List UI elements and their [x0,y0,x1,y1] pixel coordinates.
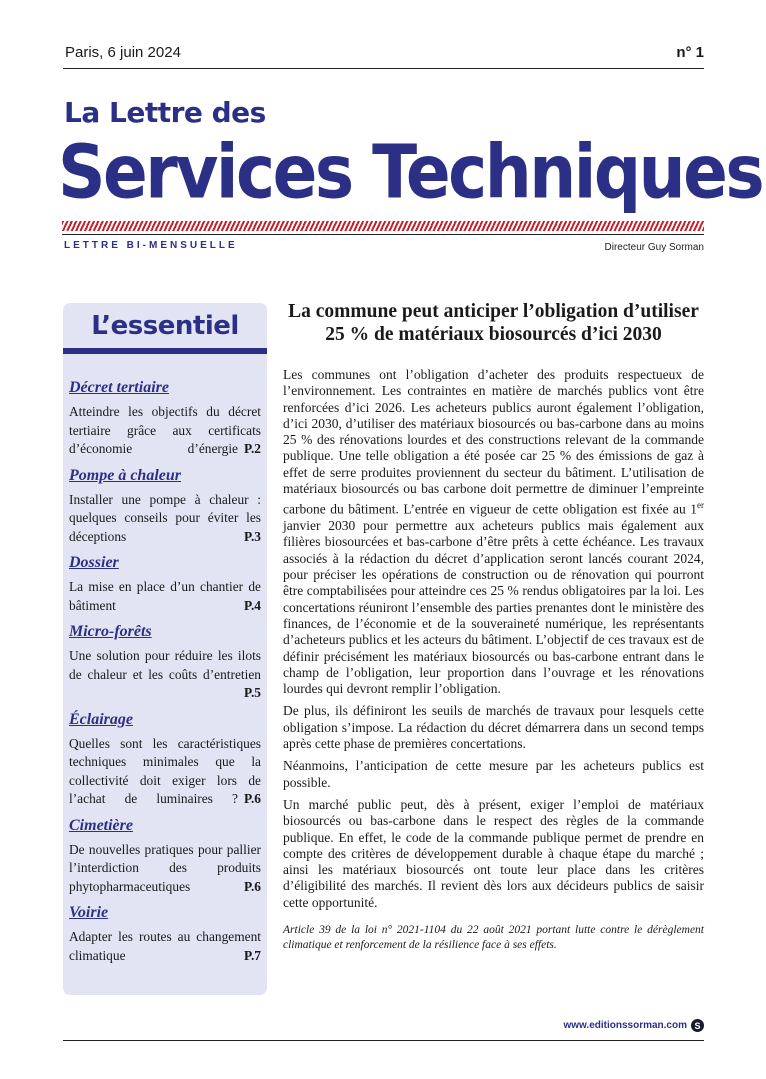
sidebar-item-text: Adapter les routes au changement climatique [69,929,261,963]
sidebar-item-summary [69,735,261,809]
sidebar-item-category[interactable]: Éclairage [69,710,133,728]
director-credit: Directeur Guy Sorman [604,242,704,253]
sidebar-item-summary [69,491,261,547]
newsletter-frequency: LETTRE BI-MENSUELLE [64,240,238,251]
sidebar-item[interactable] [69,817,261,897]
sidebar-item-category[interactable]: Dossier [69,554,119,571]
issue-number: n° 1 [676,44,704,61]
sidebar-item[interactable] [69,467,261,547]
sidebar-title-bar [63,348,267,354]
sidebar-item-page: P.6 [244,878,261,894]
bottom-rule [63,1040,704,1041]
sidebar-items [69,379,261,973]
issue-date: Paris, 6 juin 2024 [65,44,181,61]
sidebar-item[interactable] [69,554,261,615]
sorman-logo-icon: S [691,1019,704,1032]
sidebar-item-summary [69,403,261,459]
sidebar-item-category[interactable]: Voirie [69,904,109,921]
top-line [65,42,704,66]
sidebar-item-text: Atteindre les objectifs du décret tertiaire grâce aux certificats d’économie d’énergie [69,404,261,456]
sidebar-item-summary [69,928,261,965]
sidebar-item-text: Une solution pour réduire les ilots de chaleur et les coûts d’entretien [69,648,261,682]
masthead-small-title: La Lettre des [64,96,266,129]
summary-sidebar [63,303,267,995]
sidebar-item[interactable] [69,379,261,459]
sidebar-item-summary [69,578,261,615]
top-rule [63,68,704,69]
sidebar-item-text: Quelles sont les caractéristiques techniques minimales que la collectivité doit exiger lors de l’achat de luminaires ? [69,735,261,806]
sidebar-item-text: Installer une pompe à chaleur : quelques conseils pour éviter les déceptions [69,491,261,544]
sidebar-item[interactable] [69,711,261,809]
article-source-note: Article 39 de la loi n° 2021-1104 du 22 août 2021 portant lutte contre le dérèglement climatique et renforcement de la résilience face à ses effets. [283,924,704,951]
article-paragraph: Un marché public peut, dès à présent, exiger l’emploi de matériaux biosourcés ou bas-carbone dans le respect des règles de la commande publique. En effet, le code de la commande publique permet de prendre en compte des critères de développement durable à chaque étape du marché ; ainsi les matériaux biosourcés ont toute leur place dans les critères d’éligibilité des marchés. Il revient dès lors aux décideurs publics de saisir cette opportunité. [283,796,704,910]
sidebar-item-category[interactable]: Pompe à chaleur [69,466,181,484]
sidebar-item-category[interactable]: Micro-forêts [69,623,152,640]
sidebar-item-page: P.6 [244,791,261,806]
sidebar-item-page: P.5 [244,685,261,700]
sidebar-item[interactable] [69,623,261,703]
article-headline: La commune peut anticiper l’obligation d’utiliser 25 % de matériaux biosourcés d’ici 2030 [288,301,699,345]
sidebar-item-summary [69,841,261,897]
article-body [283,367,704,953]
masthead-title: Services Techniques [58,129,763,216]
sidebar-item-text: La mise en place d’un chantier de bâtiment [69,579,261,613]
masthead-hatch-divider [62,221,704,231]
sidebar-item-category[interactable]: Cimetière [69,816,133,834]
sidebar-item[interactable] [69,904,261,965]
article-paragraph: De plus, ils définiront les seuils de marchés de travaux pour lesquels cette obligation s’impose. La rédaction du décret démarrera dans un second temps après cette phase de premières concertations. [283,703,704,752]
publisher-url[interactable]: www.editionssorman.com [563,1020,687,1031]
sidebar-item-summary [69,647,261,703]
sidebar-item-page: P.7 [244,947,261,963]
main-article [283,300,704,959]
article-paragraph: Les communes ont l’obligation d’acheter des produits respectueux de l’environnement. Les contraintes en matière de marchés publics vont être renforcées d’ici 2026. Les acheteurs publics auront également l’obligation, d’ici 2030, d’utiliser des matériaux biosourcés ou bas-carbone dans au moins 25 % des rénovations lourdes et des constructions relevant de la commande publique. Une telle obligation a été posée car 25 % des émissions de gaz à effet de serre produites proviennent du secteur du bâtiment. L’utilisation de matériaux biosourcés ou bas carbone doit permettre de diminuer l’empreinte carbone du bâtiment. L’entrée en vigueur de cette obligation est fixée au 1er janvier 2030 pour permettre aux acheteurs publics mais également aux filières biosourcées et bas-carbone d’être prêts à cette échéance. Les travaux associés à la rédaction du décret d’application seront lancés courant 2024, pour préciser les opérations de construction ou de rénovation qui pourront être comptabilisées pour atteindre ces 25 % rendus obligatoires par la loi. Les concertations réuniront l’ensemble des parties prenantes dont le ministère des finances, de l’économie et de la souveraineté numérique, les représentants d’acheteurs publics et les acteurs du bâtiment. L’objectif de ces travaux est de définir précisément les matériaux biosourcés ou bas-carbone entrant dans le champ de l’obligation, leur proportion dans l’ouvrage et les rénovations lourdes qui devront remplir l’obligation. [283,367,704,697]
sidebar-title: L’essentiel [91,311,239,341]
sidebar-item-page: P.3 [244,528,261,544]
footer [563,1019,704,1032]
masthead-rule [62,234,704,235]
sidebar-item-category[interactable]: Décret tertiaire [69,379,169,396]
sidebar-item-page: P.4 [244,597,261,613]
sidebar-item-text: De nouvelles pratiques pour pallier l’interdiction des produits phytopharmaceutiques [69,841,261,894]
article-paragraph: Néanmoins, l’anticipation de cette mesure par les acheteurs publics est possible. [283,758,704,790]
sidebar-item-page: P.2 [244,441,261,456]
